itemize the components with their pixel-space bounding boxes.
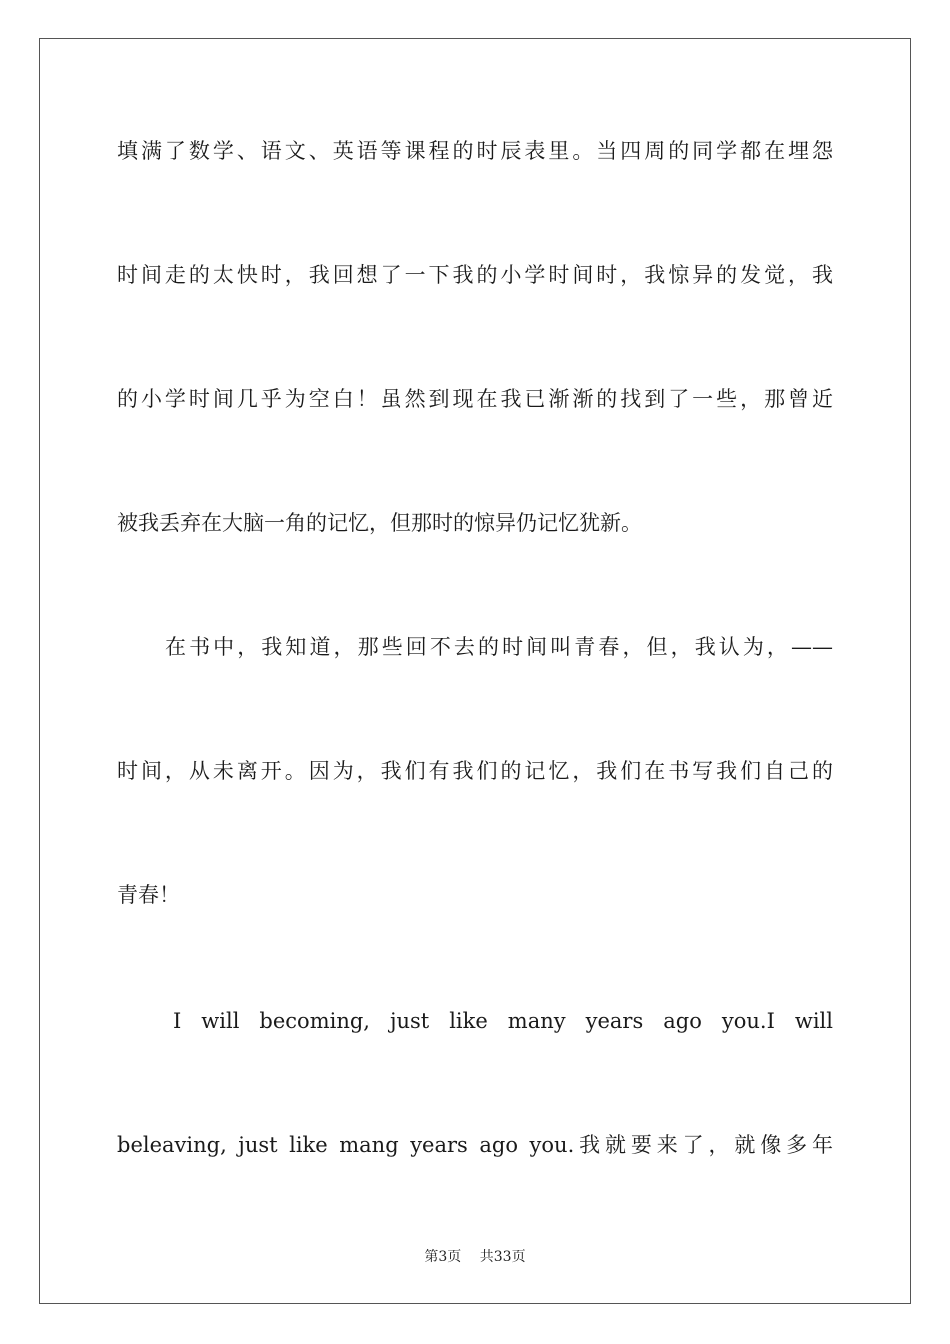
paragraph-line: 时间走的太快时，我回想了一下我的小学时间时，我惊异的发觉，我 [117, 263, 833, 287]
page-footer [0, 1246, 950, 1266]
paragraph-line: I will becoming, just like many years ago you.I will [173, 1009, 833, 1033]
page-border [39, 38, 911, 1304]
paragraph-line: 在书中，我知道，那些回不去的时间叫青春，但，我认为，—— [165, 635, 833, 659]
page-total: 共33页 [479, 1249, 526, 1265]
paragraph-line: 青春！ [117, 883, 180, 907]
paragraph-line: 被我丢弃在大脑一角的记忆，但那时的惊异仍记忆犹新。 [117, 511, 642, 535]
page-number: 第3页 [424, 1249, 462, 1265]
paragraph-line: 时间，从未离开。因为，我们有我们的记忆，我们在书写我们自己的 [117, 759, 833, 783]
paragraph-line: 的小学时间几乎为空白！虽然到现在我已渐渐的找到了一些，那曾近 [117, 387, 833, 411]
paragraph-line: 填满了数学、语文、英语等课程的时辰表里。当四周的同学都在埋怨 [117, 139, 833, 163]
paragraph-line: beleaving, just like mang years ago you.我就要来了，就像多年 [117, 1133, 833, 1157]
